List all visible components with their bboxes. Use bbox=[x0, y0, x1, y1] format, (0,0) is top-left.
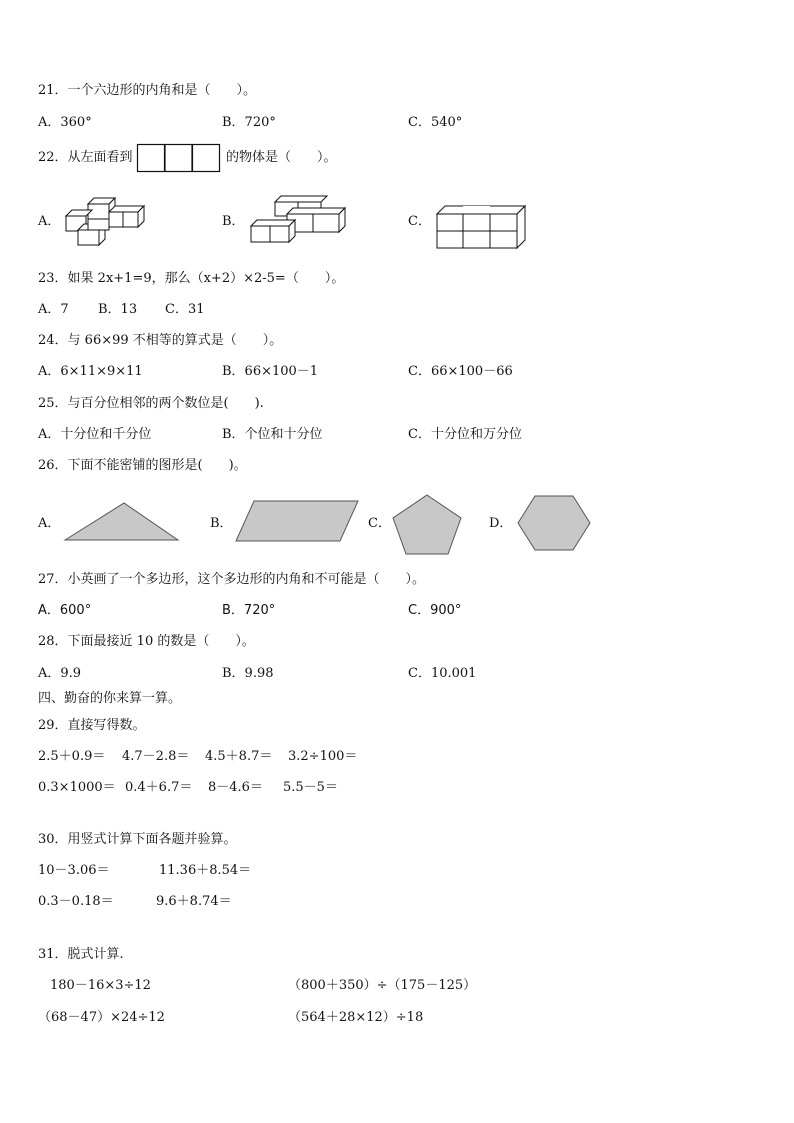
cube-figure-c bbox=[435, 198, 527, 252]
q30-r1-item-1: 10－3.06＝ bbox=[38, 863, 110, 878]
q30-r2-item-2: 9.6＋8.74＝ bbox=[156, 894, 232, 909]
triangle-shape bbox=[62, 500, 182, 544]
q29-r1-item-3: 4.5＋8.7＝ bbox=[205, 749, 273, 764]
question-26-option-c-label: C． bbox=[368, 516, 391, 531]
q31-r1-item-2: （800＋350）÷（175－125） bbox=[288, 978, 477, 993]
cube-figure-b bbox=[249, 196, 349, 248]
question-30-stem: 30．用竖式计算下面各题并验算。 bbox=[38, 832, 237, 847]
question-29-stem: 29．直接写得数。 bbox=[38, 718, 146, 733]
question-23-option-c: C．31 bbox=[165, 302, 205, 317]
question-25-stem: 25．与百分位相邻的两个数位是( ). bbox=[38, 396, 264, 411]
question-21-stem: 21．一个六边形的内角和是（ ）。 bbox=[38, 83, 257, 98]
question-23-option-a: A．7 bbox=[38, 302, 69, 317]
q29-r1-item-1: 2.5＋0.9＝ bbox=[38, 749, 106, 764]
question-22-stem-after: 的物体是（ ）。 bbox=[226, 150, 337, 165]
question-28-option-b: B．9.98 bbox=[222, 666, 274, 681]
question-24-option-a: A．6×11×9×11 bbox=[38, 364, 143, 379]
question-24-option-b: B．66×100－1 bbox=[222, 364, 319, 379]
question-23-stem: 23．如果 2x+1=9，那么（x+2）×2-5=（ ）。 bbox=[38, 271, 345, 286]
q29-r2-item-1: 0.3×1000＝ bbox=[38, 780, 116, 795]
question-31-stem: 31．脱式计算. bbox=[38, 947, 124, 962]
question-25-option-a: A．十分位和千分位 bbox=[38, 427, 152, 442]
q29-r2-item-4: 5.5－5＝ bbox=[283, 780, 338, 795]
question-26-option-a-label: A． bbox=[38, 516, 61, 531]
q29-r2-item-2: 0.4＋6.7＝ bbox=[125, 780, 193, 795]
question-26-option-d-label: D． bbox=[489, 516, 513, 531]
question-22-stem-before: 22．从左面看到 bbox=[38, 150, 133, 165]
q30-r1-item-2: 11.36＋8.54＝ bbox=[159, 863, 252, 878]
question-24-stem: 24．与 66×99 不相等的算式是（ ）。 bbox=[38, 333, 283, 348]
left-view-three-squares bbox=[137, 144, 222, 172]
q31-r2-item-1: （68－47）×24÷12 bbox=[38, 1010, 165, 1025]
question-26-option-b-label: B． bbox=[210, 516, 233, 531]
question-27-stem: 27．小英画了一个多边形，这个多边形的内角和不可能是（ ）。 bbox=[38, 572, 426, 587]
question-22-option-a-label: A． bbox=[38, 214, 61, 229]
question-22-option-b-label: B． bbox=[222, 214, 245, 229]
hexagon-shape bbox=[516, 494, 592, 554]
q31-r2-item-2: （564＋28×12）÷18 bbox=[288, 1010, 424, 1025]
question-21-option-c: C．540° bbox=[408, 115, 463, 130]
question-26-stem: 26．下面不能密铺的图形是( )。 bbox=[38, 458, 247, 473]
question-25-option-b: B．个位和十分位 bbox=[222, 427, 323, 442]
question-28-stem: 28．下面最接近 10 的数是（ ）。 bbox=[38, 634, 255, 649]
section-4-title: 四、勤奋的你来算一算。 bbox=[38, 691, 182, 706]
question-24-option-c: C．66×100－66 bbox=[408, 364, 513, 379]
q31-r1-item-1: 180－16×3÷12 bbox=[50, 978, 151, 993]
question-22-option-c-label: C． bbox=[408, 214, 431, 229]
question-25-option-c: C．十分位和万分位 bbox=[408, 427, 522, 442]
question-21-option-b: B．720° bbox=[222, 115, 276, 130]
question-21-option-a: A．360° bbox=[38, 115, 92, 130]
question-28-option-c: C．10.001 bbox=[408, 666, 477, 681]
q29-r1-item-4: 3.2÷100＝ bbox=[288, 749, 358, 764]
question-27-option-a: A．600° bbox=[38, 603, 92, 618]
q29-r2-item-3: 8－4.6＝ bbox=[208, 780, 263, 795]
question-28-option-a: A．9.9 bbox=[38, 666, 82, 681]
question-23-option-b: B．13 bbox=[98, 302, 138, 317]
question-27-option-b: B．720° bbox=[222, 603, 276, 618]
cube-figure-a bbox=[64, 194, 146, 252]
parallelogram-shape bbox=[234, 499, 360, 545]
pentagon-shape bbox=[390, 493, 464, 557]
q30-r2-item-1: 0.3－0.18＝ bbox=[38, 894, 114, 909]
q29-r1-item-2: 4.7－2.8＝ bbox=[122, 749, 190, 764]
question-27-option-c: C．900° bbox=[408, 603, 462, 618]
